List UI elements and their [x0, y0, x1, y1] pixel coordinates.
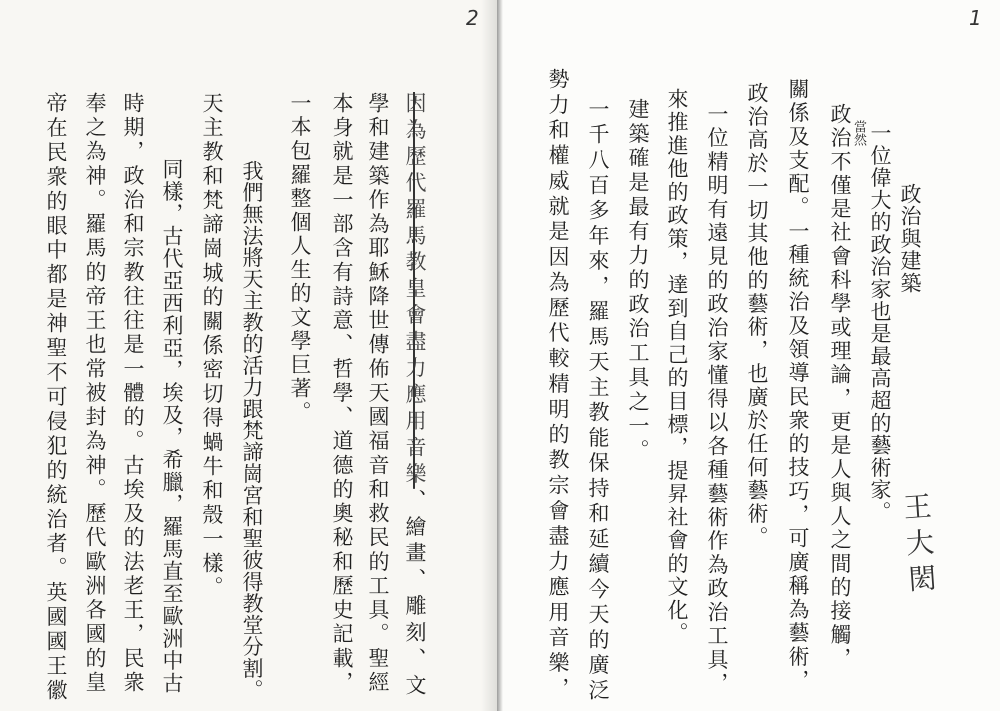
manuscript-page-1: [497, 0, 1000, 711]
author-signature: 王大閎: [898, 490, 939, 593]
inserted-correction: 當然: [851, 120, 866, 146]
manuscript-column: 我們無法將天主教的活力跟梵諦崗宮和聖彼得教堂分割。: [240, 160, 264, 700]
manuscript-column: 同樣，古代亞西利亞，埃及，希臘，羅馬直至歐洲中古: [160, 158, 184, 693]
manuscript-column: 一位偉大的政治家也是最高超的藝術家。: [868, 122, 892, 522]
manuscript-column: 一千八百多年來，羅馬天主教能保持和延續今天的廣泛: [586, 98, 610, 700]
manuscript-column: 政治高於一切其他的藝術，也廣於任何藝術。: [745, 82, 769, 547]
manuscript-column: 本身就是一部含有詩意、哲學、道德的奧秘和歷史記載，: [330, 92, 354, 692]
manuscript-column: 來推進他的政策，達到自己的目標，提昇社會的文化。: [665, 88, 689, 643]
manuscript-column: [400, 92, 430, 695]
manuscript-column: 建築確是最有力的政治工具之一。: [626, 98, 650, 460]
manuscript-column: 天主教和梵諦崗城的關係密切得蝸牛和殼一樣。: [200, 92, 224, 597]
column-text: 政治: [828, 103, 852, 151]
essay-title: 政治與建築: [898, 183, 922, 293]
page-number: 1: [969, 6, 982, 30]
manuscript-column: 勢力和權威就是因為歷代較精明的教宗會盡力應用音樂，: [546, 68, 570, 698]
column-text: 、繪畫、雕刻、文: [403, 488, 427, 696]
manuscript-column: 學和建築作為耶穌降世傳佈天國福音和救民的工具。聖經: [366, 92, 390, 692]
manuscript-column: 帝在民衆的眼中都是神聖不可侵犯的統治者。英國國王徽: [44, 92, 68, 700]
manuscript-column: 一位精明有遠見的政治家懂得以各種藝術作為政治工具，: [705, 103, 729, 693]
manuscript-page-2: [0, 0, 497, 711]
manuscript-column: 奉之為神。羅馬的帝王也常被封為神。歷代歐洲各國的皇: [83, 92, 107, 692]
struck-out-text: 因為歷代羅馬教皇會盡力應用音樂: [403, 92, 427, 489]
manuscript-column: [825, 103, 855, 668]
column-text: 不僅是社會科學或理論，更是人與人之間的接觸，: [828, 150, 852, 669]
manuscript-column: 時期，政治和宗教往往是一體的。古埃及的法老王，民衆: [121, 92, 145, 692]
page-number: 2: [466, 6, 479, 30]
manuscript-column: 關係及支配。一種統治及領導民衆的技巧，可廣稱為藝術，: [786, 78, 810, 690]
manuscript-column: 一本包羅整個人生的文學巨著。: [288, 92, 312, 422]
